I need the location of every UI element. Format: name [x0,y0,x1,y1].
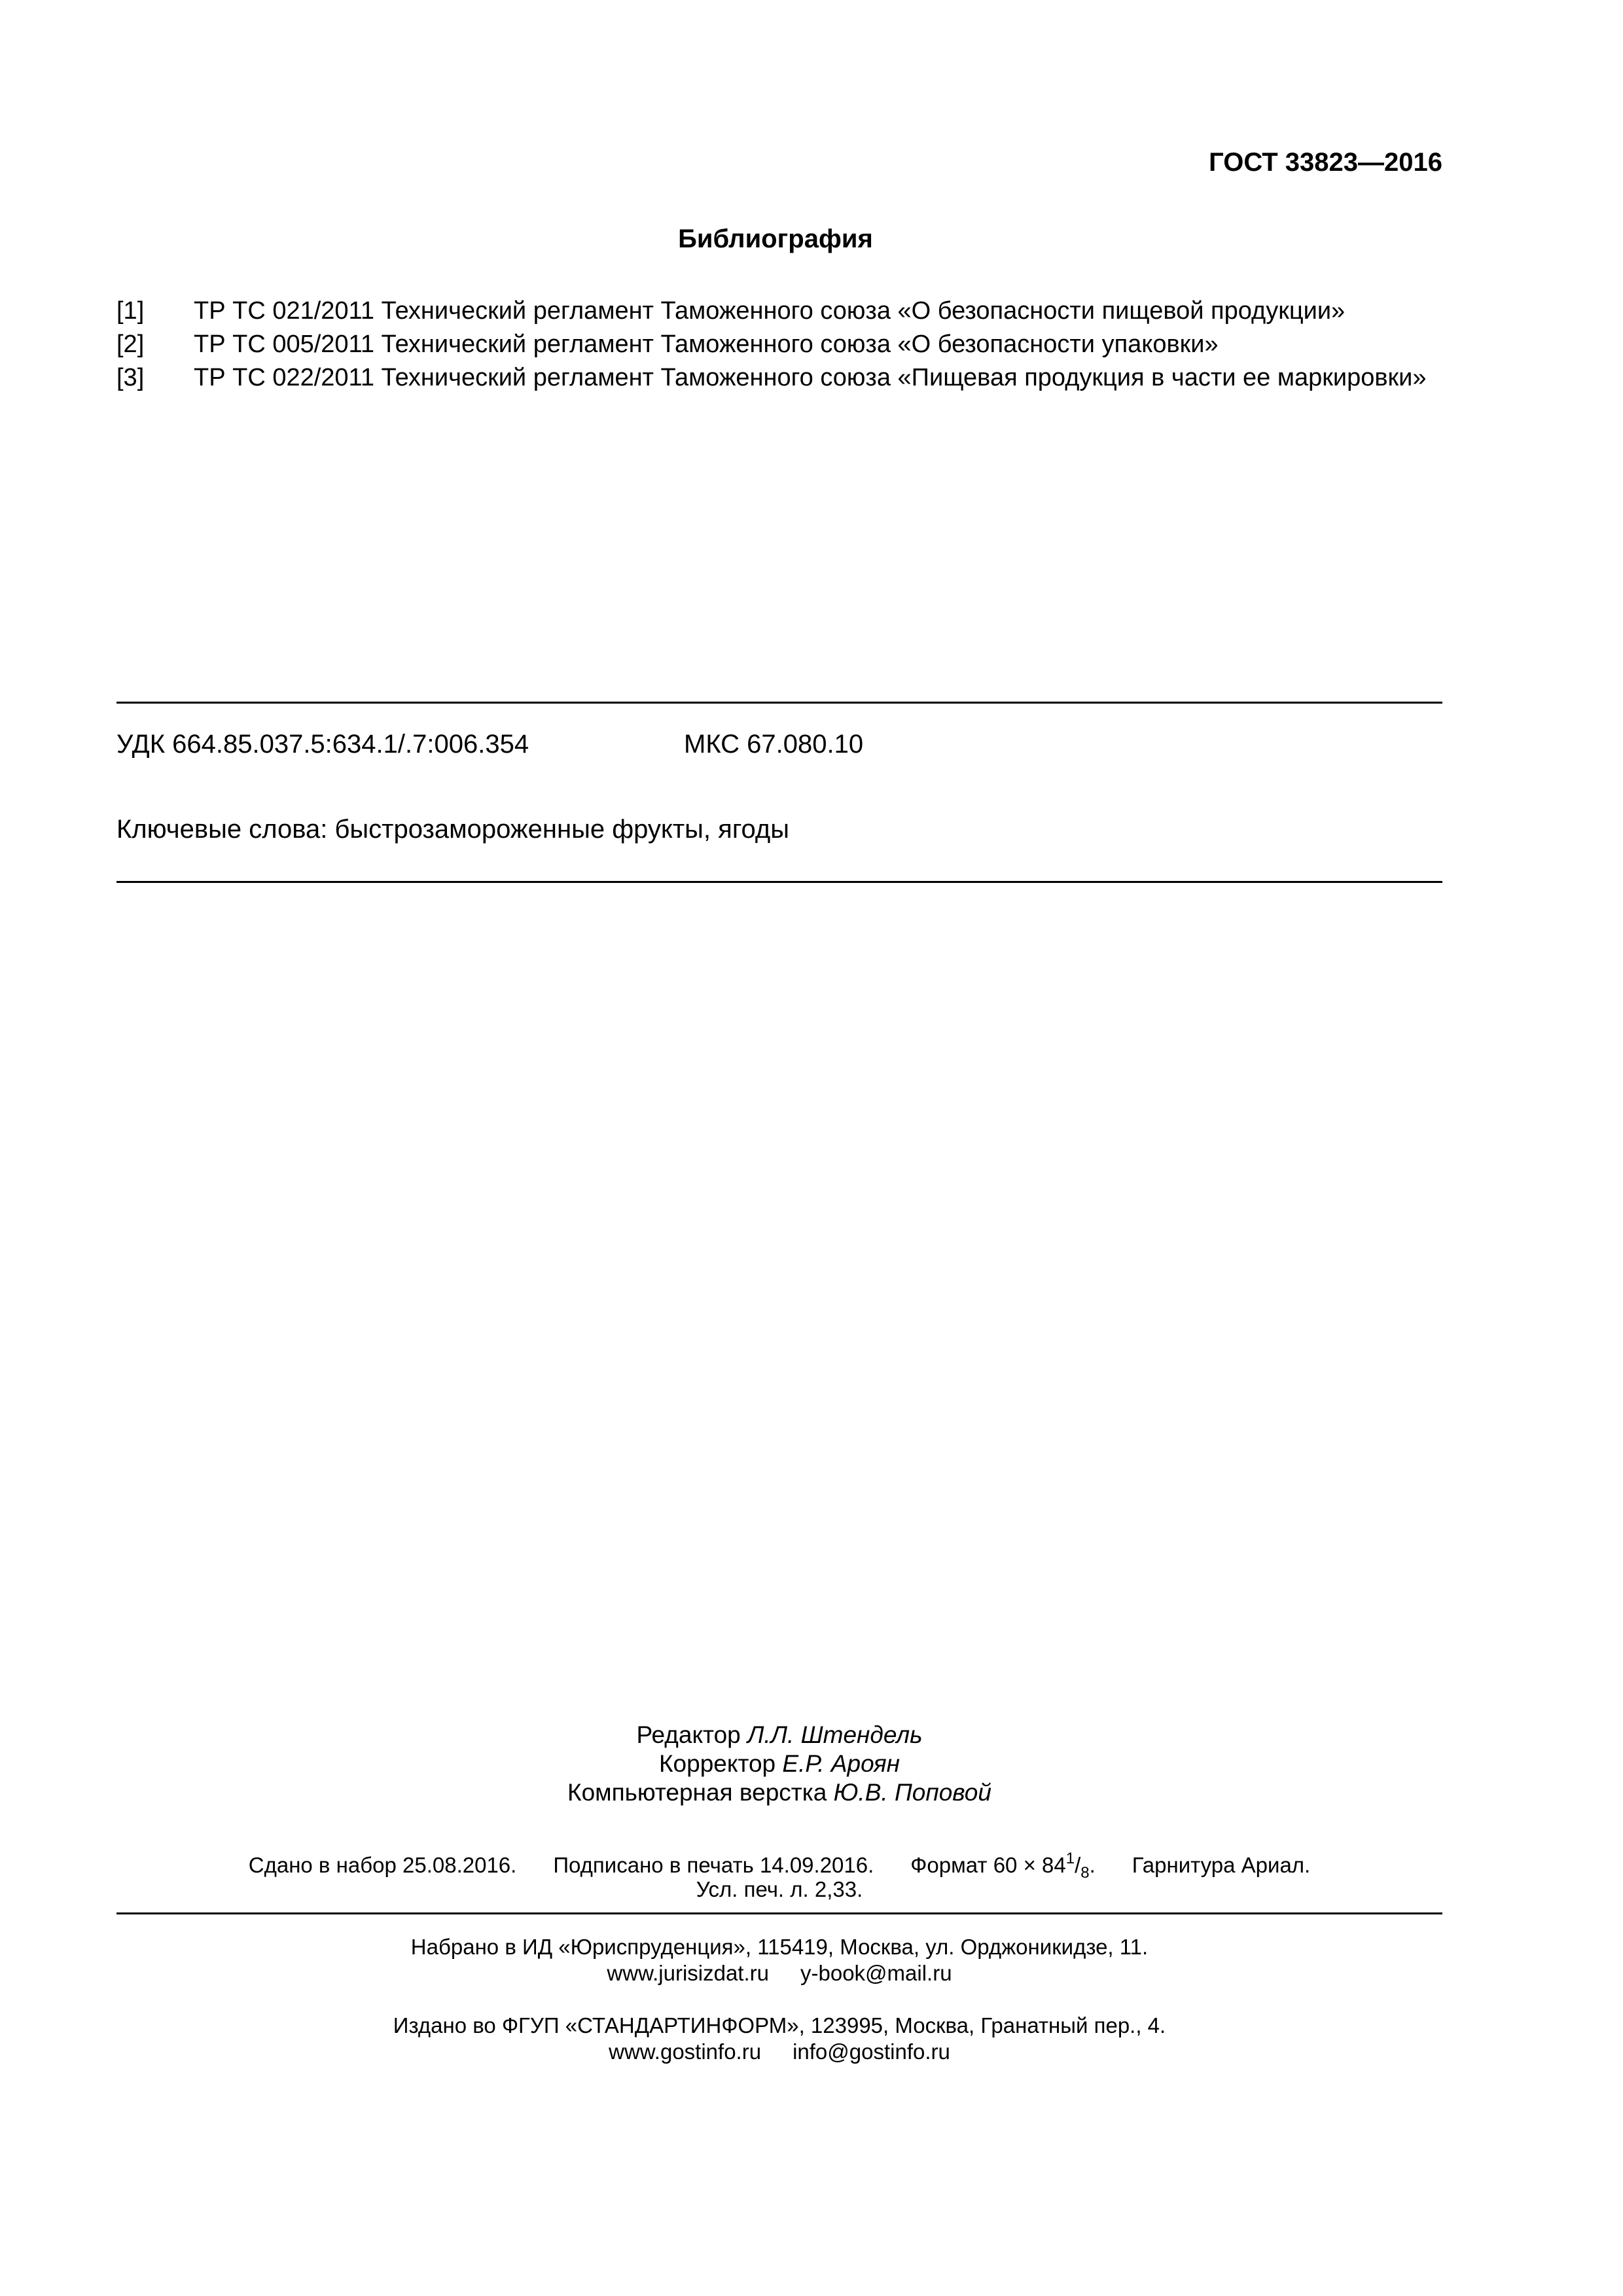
bibliography-item-number: [1] [116,297,145,325]
bibliography-item [116,297,1345,325]
published-email: info@gostinfo.ru [793,2039,950,2064]
paper-format: Формат $60 \times 84^1/_8$. [910,1850,1096,1882]
published-contacts [116,2039,1442,2064]
bibliography-item-text: ТР ТС 021/2011 Технический регламент Таможенного союза «О безопасности пищевой продукции» [194,297,1346,325]
ics-code: МКС 67.080.10 [684,730,864,759]
divider-bottom [116,1912,1442,1914]
typeset-by: Набрано в ИД «Юриспруденция», 115419, Москва, ул. Орджоникидзе, 11. [410,1935,1149,1959]
udc-code: УДК 664.85.037.5:634.1/.7:006.354 [116,730,529,759]
typeface: Гарнитура Ариал. [1132,1853,1311,1877]
divider-top [116,702,1442,704]
bibliography-item-number: [3] [116,364,145,391]
typeset-website: www.jurisizdat.ru [607,1961,769,1985]
signed-date: Подписано в печать 14.09.2016. [553,1853,874,1877]
published-website: www.gostinfo.ru [609,2039,762,2064]
corrector-line [116,1750,1442,1778]
layout-name: Ю.В. Поповой [833,1779,991,1806]
document-code: ГОСТ 33823—2016 [1209,148,1442,177]
layout-line [116,1779,1442,1806]
bibliography-item-text: ТР ТС 005/2011 Технический регламент Таможенного союза «О безопасности упаковки» [194,331,1219,358]
bibliography-item [116,364,1427,392]
published-by: Издано во ФГУП «СТАНДАРТИНФОРМ», 123995, Москва, Гранатный пер., 4. [393,2013,1166,2037]
editor-role: Редактор [636,1721,741,1748]
corrector-name: Е.Р. Ароян [782,1750,901,1777]
divider-keywords [116,881,1442,883]
layout-role: Компьютерная верстка [567,1779,827,1806]
bibliography-item [116,331,1219,359]
keywords: Ключевые слова: быстрозамороженные фрукты, ягоды [116,815,789,844]
bibliography-title: Библиография [678,224,873,253]
editor-line [116,1721,1442,1749]
typeset-date: Сдано в набор 25.08.2016. [248,1853,517,1877]
corrector-role: Корректор [658,1750,776,1777]
editor-name: Л.Л. Штендель [747,1721,923,1748]
bibliography-item-text: ТР ТС 022/2011 Технический регламент Таможенного союза «Пищевая продукция в части ее маркировки» [194,364,1427,391]
typeset-contacts [116,1961,1442,1986]
typeset-email: y-book@mail.ru [800,1961,952,1985]
bibliography-item-number: [2] [116,331,145,358]
printed-sheets: Усл. печ. л. 2,33. [696,1877,863,1901]
